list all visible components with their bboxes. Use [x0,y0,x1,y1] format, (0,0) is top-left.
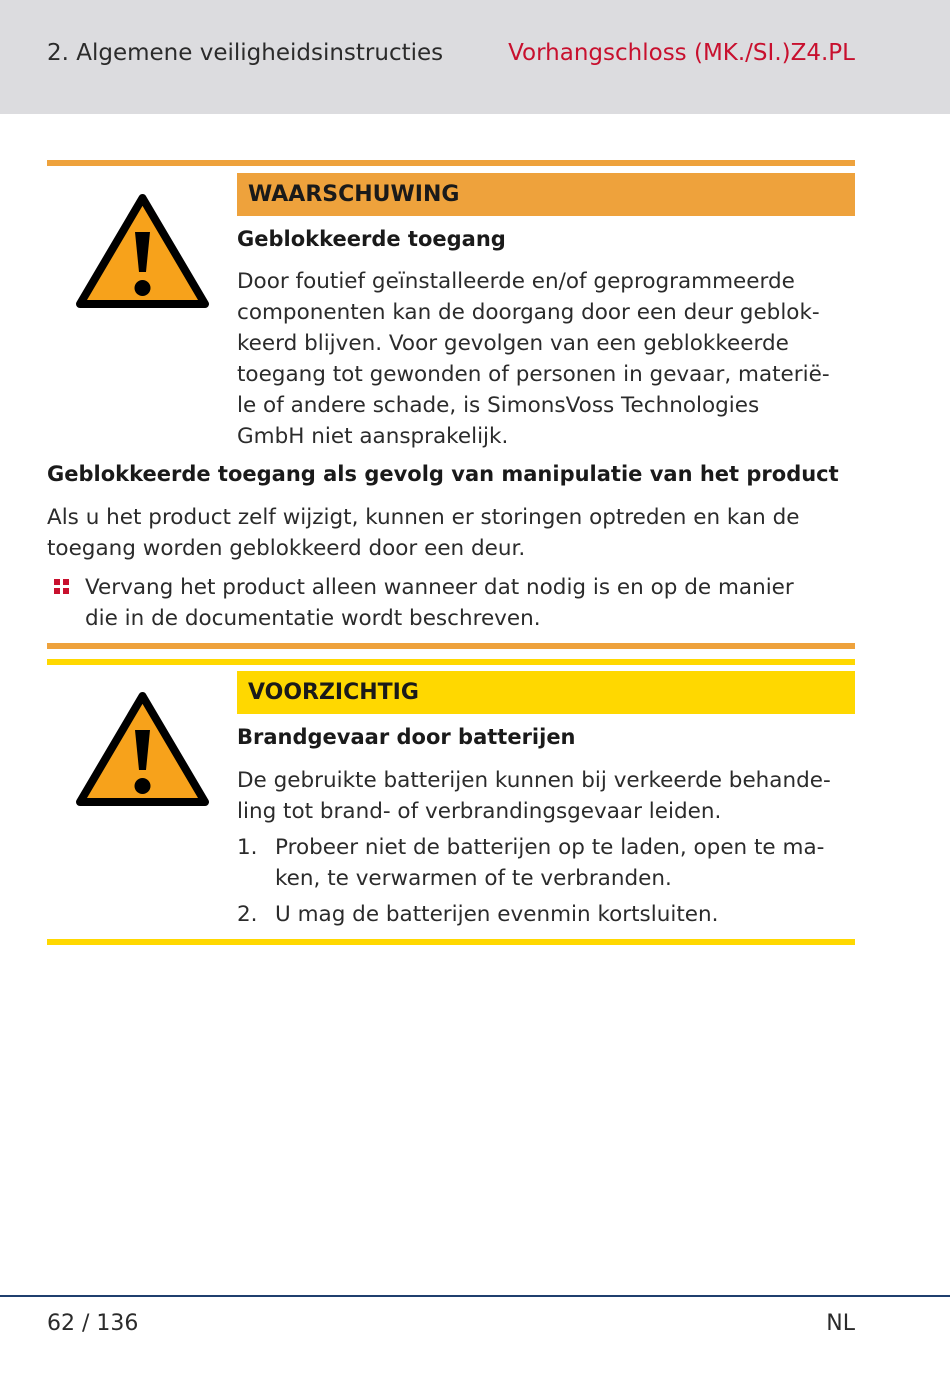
action-bullet-text [85,572,794,634]
page-header [0,0,950,114]
step-number: 1. [237,835,258,860]
warning-signal-word: WAARSCHUWING [237,173,855,216]
caution-text-line: ling tot brand- of verbrandingsgevaar leiden. [237,799,722,824]
language-code: NL [826,1311,855,1336]
caution-title: Brandgevaar door batterijen [237,725,576,749]
page-number: 62 / 136 [47,1311,139,1336]
warning-text-line: keerd blijven. Voor gevolgen van een geblokkeerde [237,331,789,356]
step-text-line: U mag de batterijen evenmin kortsluiten. [275,902,719,927]
manipulation-heading: Geblokkeerde toegang als gevolg van manipulatie van het product [47,462,839,486]
footer-divider [0,1295,950,1297]
action-bullet-icon [54,579,69,594]
warning-text-line: componenten kan de doorgang door een deur geblok- [237,300,820,325]
step-text [275,832,824,894]
warning-text-line: toegang tot gewonden of personen in gevaar, materië- [237,362,830,387]
manipulation-text-line: toegang worden geblokkeerd door een deur. [47,536,526,561]
section-title: 2. Algemene veiligheidsinstructies [47,40,444,66]
warning-triangle-icon [75,690,210,808]
section-bottom-rule [47,643,855,649]
product-title: Vorhangschloss (MK./SI.)Z4.PL [508,40,855,66]
caution-text-line: De gebruikte batterijen kunnen bij verkeerde behande- [237,768,831,793]
warning-title: Geblokkeerde toegang [237,227,506,251]
caution-signal-word: VOORZICHTIG [237,671,855,714]
warning-text-line: le of andere schade, is SimonsVoss Technologies [237,393,760,418]
step-text [275,899,718,930]
caution-top-rule [47,659,855,665]
caution-bottom-rule [47,939,855,945]
warning-text-line: Door foutief geïnstalleerde en/of geprogrammeerde [237,269,795,294]
warning-triangle-icon [75,192,210,310]
warning-text [237,266,830,452]
step-number: 2. [237,902,258,927]
caution-text [237,765,831,827]
bullet-text-line: Vervang het product alleen wanneer dat nodig is en op de manier [85,575,794,600]
step-text-line: ken, te verwarmen of te verbranden. [275,866,672,891]
manipulation-text [47,502,800,564]
step-text-line: Probeer niet de batterijen op te laden, open te ma- [275,835,825,860]
warning-text-line: GmbH niet aansprakelijk. [237,424,509,449]
manipulation-text-line: Als u het product zelf wijzigt, kunnen er storingen optreden en kan de [47,505,800,530]
bullet-text-line: die in de documentatie wordt beschreven. [85,606,541,631]
warning-top-rule [47,160,855,166]
